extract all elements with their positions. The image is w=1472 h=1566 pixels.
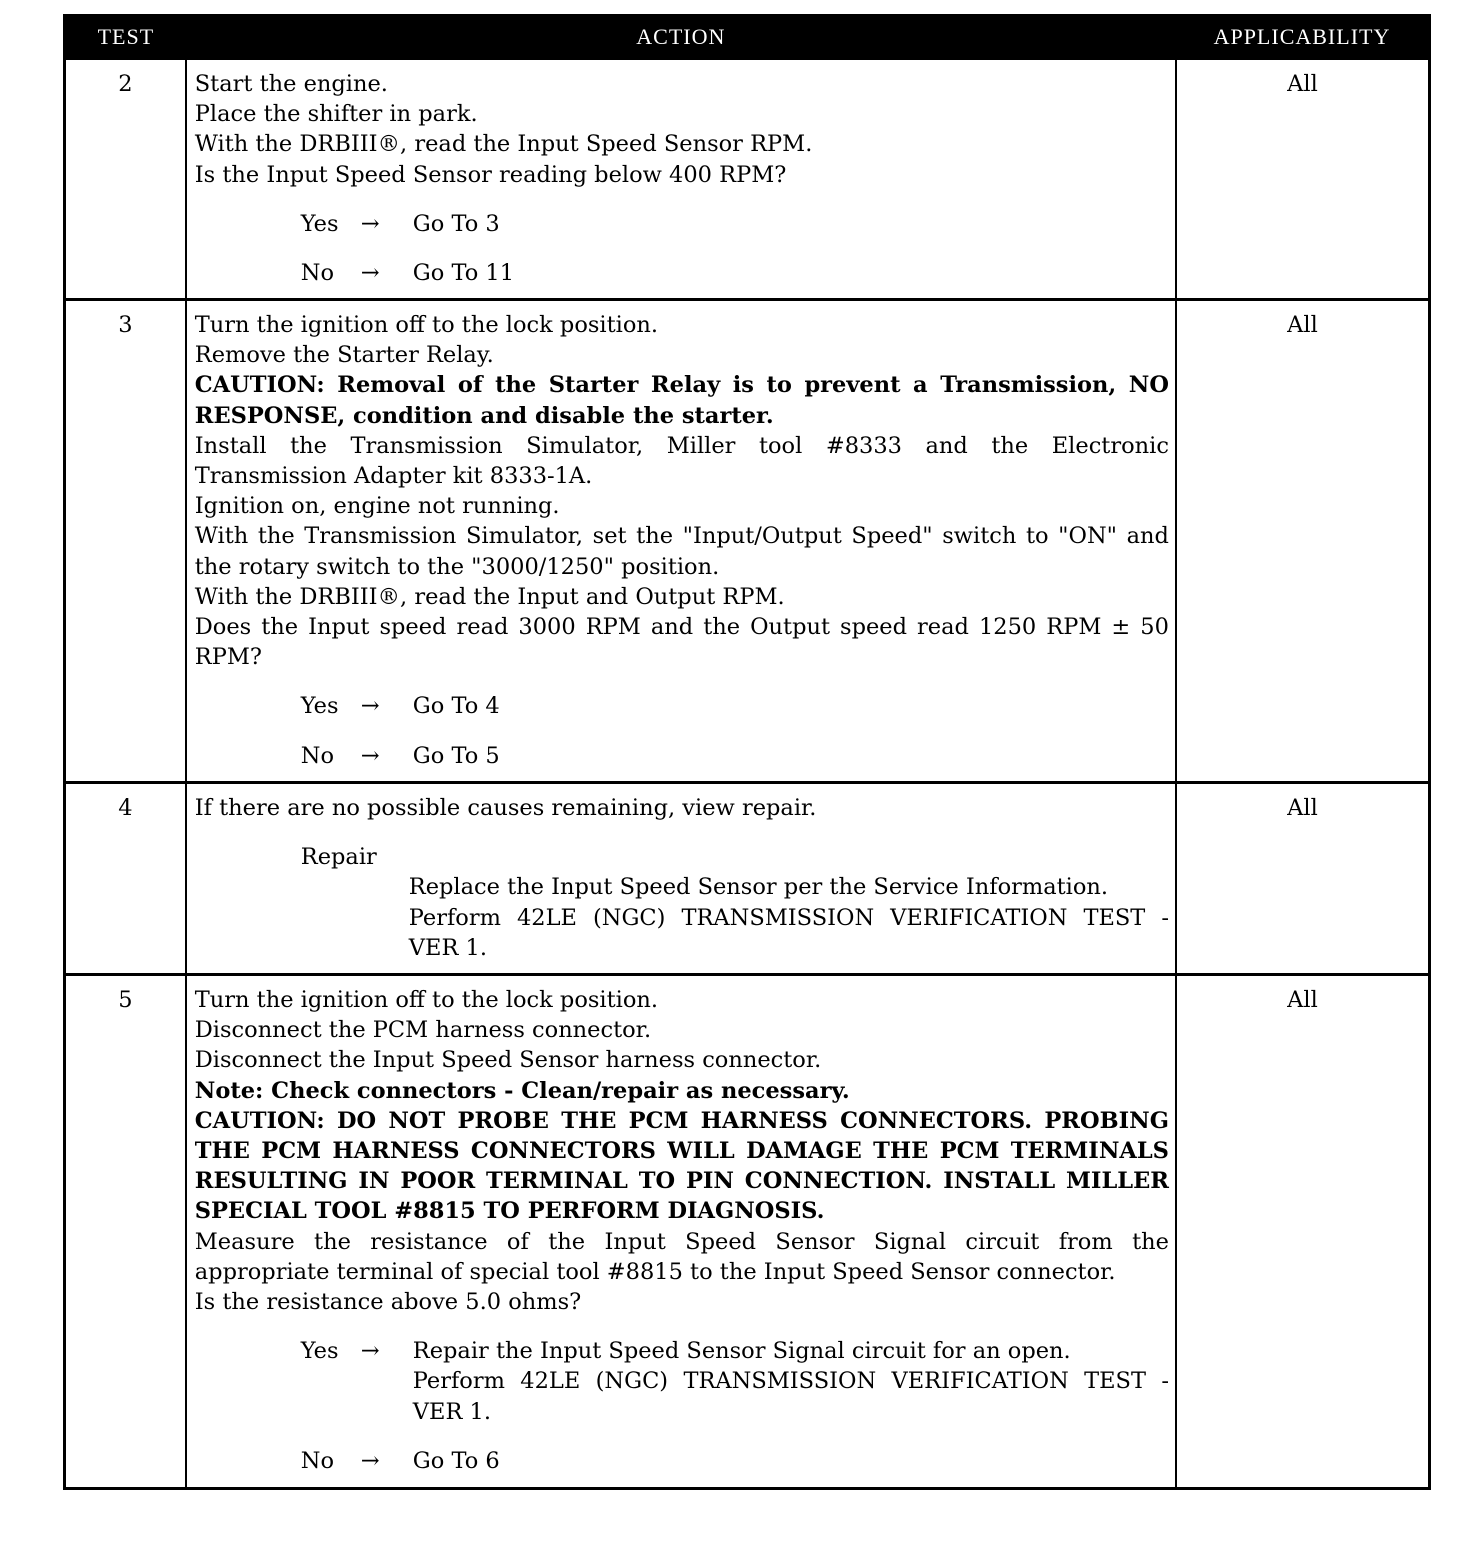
no-branch: [301, 258, 1169, 288]
action-cell: [186, 975, 1176, 1489]
right-arrow-icon: →: [360, 1338, 380, 1365]
table-row: [65, 59, 1430, 300]
header-action: ACTION: [186, 16, 1176, 59]
table-row: [65, 783, 1430, 975]
yes-label: Yes: [300, 693, 339, 720]
action-line: Disconnect the Input Speed Sensor harness connector.: [194, 1047, 822, 1074]
table-row: [65, 300, 1430, 783]
no-label: No: [300, 260, 334, 287]
action-line: With the DRBIII®, read the Input Speed Sensor RPM.: [194, 131, 813, 158]
no-branch: [301, 1446, 1169, 1476]
no-result: Go To 11: [412, 260, 515, 287]
repair-instructions: [409, 872, 1169, 963]
action-cell: [186, 300, 1176, 783]
table-header-row: [65, 16, 1430, 59]
action-line: Measure the resistance of the Input Speed Sensor Signal circuit from the appropriate terminal of special tool #8815 to the Input Speed Sensor connector.: [194, 1228, 1169, 1285]
action-line: Is the Input Speed Sensor reading below 400 RPM?: [194, 161, 787, 188]
yes-branch: [301, 1336, 1169, 1427]
applicability-value: All: [1176, 783, 1430, 975]
right-arrow-icon: →: [360, 693, 380, 720]
applicability-value: All: [1176, 300, 1430, 783]
test-number: 5: [65, 975, 186, 1489]
action-line: Does the Input speed read 3000 RPM and the Output speed read 1250 RPM ± 50 RPM?: [194, 614, 1169, 671]
applicability-value: All: [1176, 59, 1430, 300]
action-line: Remove the Starter Relay.: [194, 342, 494, 369]
action-line: Turn the ignition off to the lock position.: [194, 312, 659, 338]
action-line: If there are no possible causes remaining, view repair.: [194, 795, 817, 821]
yes-branch: [301, 209, 1169, 239]
action-line: With the DRBIII®, read the Input and Output RPM.: [194, 583, 785, 610]
no-result: Go To 6: [412, 1447, 500, 1474]
no-branch: [301, 741, 1169, 771]
yes-label: Yes: [300, 1338, 339, 1365]
yes-result: [413, 1336, 1169, 1427]
action-line: Ignition on, engine not running.: [194, 493, 560, 520]
yes-result-line: Repair the Input Speed Sensor Signal circuit for an open.: [412, 1338, 1071, 1365]
yes-label: Yes: [300, 210, 339, 237]
action-line: With the Transmission Simulator, set the "Input/Output Speed" switch to "ON" and the rotary switch to the "3000/1250" position.: [194, 523, 1169, 580]
test-number: 4: [65, 783, 186, 975]
right-arrow-icon: →: [360, 210, 380, 237]
table-row: [65, 975, 1430, 1489]
repair-label: Repair: [300, 844, 377, 871]
yes-branch: [301, 691, 1169, 721]
action-line: Turn the ignition off to the lock position.: [194, 987, 659, 1013]
right-arrow-icon: →: [360, 260, 380, 287]
caution-text: CAUTION: DO NOT PROBE THE PCM HARNESS CONNECTORS. PROBING THE PCM HARNESS CONNECTORS WILL DAMAGE THE PCM TERMINALS RESULTING IN POOR TERMINAL TO PIN CONNECTION. INSTALL MILLER SPECIAL TOOL #8815 TO PERFORM DIAGNOSIS.: [194, 1107, 1169, 1225]
action-line: Is the resistance above 5.0 ohms?: [194, 1289, 582, 1316]
test-number: 3: [65, 300, 186, 783]
yes-result: Go To 3: [412, 210, 500, 237]
test-number: 2: [65, 59, 186, 300]
header-applicability: APPLICABILITY: [1176, 16, 1430, 59]
diagnostic-test-table: [63, 14, 1431, 1490]
right-arrow-icon: →: [360, 1447, 380, 1474]
no-label: No: [300, 742, 334, 769]
action-cell: [186, 59, 1176, 300]
action-line: Start the engine.: [194, 71, 388, 97]
action-line: Install the Transmission Simulator, Miller tool #8333 and the Electronic Transmission Adapter kit 8333-1A.: [194, 432, 1169, 490]
caution-text: CAUTION: Removal of the Starter Relay is to prevent a Transmission, NO RESPONSE, condition and disable the starter.: [194, 372, 1169, 429]
note-text: Note: Check connectors - Clean/repair as necessary.: [194, 1077, 850, 1104]
header-test: TEST: [65, 16, 186, 59]
applicability-value: All: [1176, 975, 1430, 1489]
no-result: Go To 5: [412, 742, 500, 769]
yes-result: Go To 4: [412, 693, 500, 720]
no-label: No: [300, 1447, 334, 1474]
repair-line: Replace the Input Speed Sensor per the Service Information.: [408, 874, 1109, 901]
action-cell: [186, 783, 1176, 975]
action-line: Disconnect the PCM harness connector.: [194, 1017, 652, 1044]
repair-line: Perform 42LE (NGC) TRANSMISSION VERIFICATION TEST - VER 1.: [408, 904, 1169, 961]
action-line: Place the shifter in park.: [194, 101, 478, 128]
yes-result-line: Perform 42LE (NGC) TRANSMISSION VERIFICATION TEST - VER 1.: [412, 1368, 1169, 1425]
right-arrow-icon: →: [360, 742, 380, 769]
